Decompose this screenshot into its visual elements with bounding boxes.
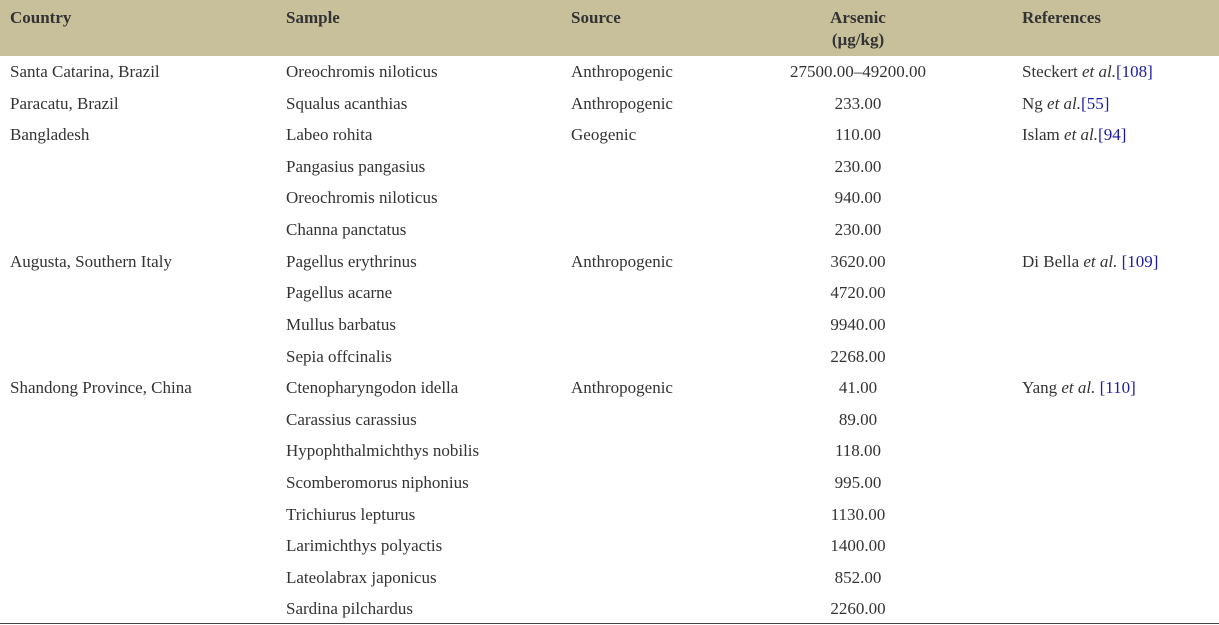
cell-arsenic: 230.00 [834,157,882,176]
table-row [0,404,1219,435]
cell-reference [1022,251,1158,273]
cell-arsenic: 3620.00 [830,252,886,271]
reference-link[interactable]: [55] [1081,94,1110,113]
reference-author: Ng [1022,94,1048,113]
reference-author: Di Bella [1022,252,1084,271]
cell-sample: Lateolabrax japonicus [286,568,437,587]
cell-sample: Pagellus erythrinus [286,252,417,271]
table-row [0,309,1219,340]
reference-etal: et al. [1047,94,1082,113]
cell-reference [1022,124,1126,146]
cell-arsenic: 2268.00 [830,347,886,366]
table-row [0,499,1219,530]
table-header [0,0,1219,56]
cell-source: Geogenic [571,125,637,144]
table-row [0,88,1219,119]
cell-sample: Trichiurus lepturus [286,505,416,524]
reference-etal: et al. [1083,252,1118,271]
reference-link[interactable]: [108] [1115,62,1153,81]
table-row [0,562,1219,593]
cell-country: Paracatu, Brazil [10,94,119,113]
cell-arsenic: 110.00 [834,125,882,144]
cell-country: Santa Catarina, Brazil [10,62,160,81]
header-source: Source [571,8,621,27]
reference-link[interactable]: [110] [1095,378,1136,397]
reference-etal: et al. [1064,125,1099,144]
cell-arsenic: 89.00 [838,410,878,429]
cell-arsenic: 995.00 [834,473,882,492]
header-arsenic [778,7,938,51]
cell-arsenic: 27500.00–49200.00 [790,62,926,81]
table-row [0,530,1219,561]
cell-sample: Hypophthalmichthys nobilis [286,441,480,460]
cell-arsenic: 9940.00 [830,315,886,334]
reference-etal: et al. [1061,378,1096,397]
reference-link[interactable]: [109] [1117,252,1159,271]
cell-reference [1022,61,1153,83]
cell-reference [1022,93,1109,115]
cell-sample: Oreochromis niloticus [286,62,438,81]
cell-sample: Sardina pilchardus [286,599,413,618]
cell-arsenic: 1130.00 [830,505,886,524]
table-row [0,435,1219,466]
cell-country: Shandong Province, China [10,378,192,397]
table-row [0,277,1219,308]
table-row [0,246,1219,277]
cell-source: Anthropogenic [571,94,673,113]
cell-country: Bangladesh [10,125,90,144]
reference-link[interactable]: [94] [1098,125,1127,144]
reference-etal: et al. [1081,62,1116,81]
table-row [0,119,1219,150]
cell-arsenic: 118.00 [834,441,882,460]
header-arsenic-line1: Arsenic [830,8,886,27]
cell-arsenic: 233.00 [834,94,882,113]
cell-sample: Sepia offcinalis [286,347,392,366]
cell-arsenic: 4720.00 [830,283,886,302]
header-country: Country [10,8,72,27]
table-row [0,182,1219,213]
cell-sample: Channa panctatus [286,220,407,239]
cell-sample: Larimichthys polyactis [286,536,443,555]
cell-arsenic: 230.00 [834,220,882,239]
table-row [0,372,1219,403]
cell-sample: Scomberomorus niphonius [286,473,469,492]
table-row [0,151,1219,182]
header-arsenic-line2: (µg/kg) [831,30,885,49]
cell-sample: Labeo rohita [286,125,373,144]
cell-sample: Carassius carassius [286,410,417,429]
cell-sample: Ctenopharyngodon idella [286,378,459,397]
cell-sample: Pangasius pangasius [286,157,426,176]
cell-arsenic: 940.00 [834,188,882,207]
header-sample: Sample [286,8,340,27]
cell-sample: Oreochromis niloticus [286,188,438,207]
reference-author: Steckert [1022,62,1082,81]
table-row [0,56,1219,87]
cell-country: Augusta, Southern Italy [10,252,172,271]
cell-arsenic: 41.00 [838,378,878,397]
header-references: References [1022,8,1101,27]
cell-arsenic: 852.00 [834,568,882,587]
reference-author: Islam [1022,125,1065,144]
cell-sample: Pagellus acarne [286,283,393,302]
table-row [0,341,1219,372]
cell-arsenic: 1400.00 [830,536,886,555]
cell-reference [1022,377,1136,399]
cell-sample: Squalus acanthias [286,94,408,113]
table-bottom-rule [0,623,1219,624]
cell-sample: Mullus barbatus [286,315,397,334]
cell-source: Anthropogenic [571,252,673,271]
table-row [0,467,1219,498]
table-row [0,214,1219,245]
table-row [0,593,1219,624]
cell-source: Anthropogenic [571,62,673,81]
cell-source: Anthropogenic [571,378,673,397]
cell-arsenic: 2260.00 [830,599,886,618]
reference-author: Yang [1022,378,1062,397]
